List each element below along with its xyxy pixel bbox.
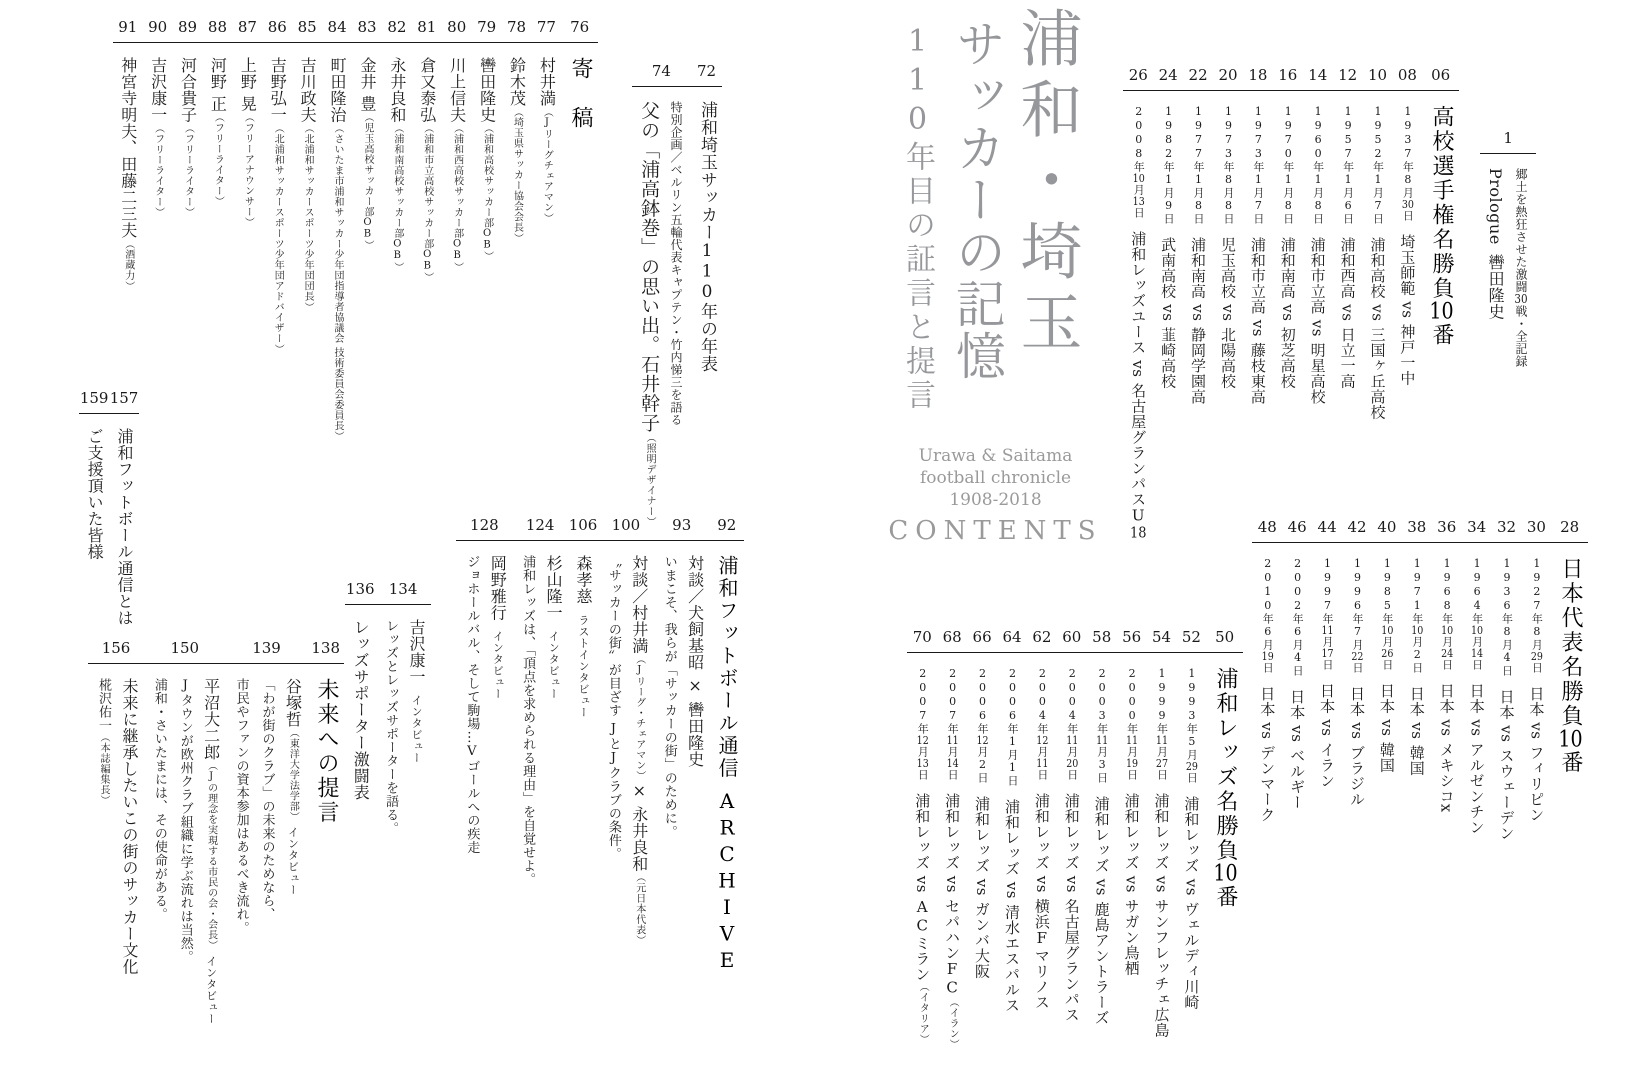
toc-entry	[1117, 626, 1147, 976]
entry-title: 対談／犬飼基昭 × 轡田隆史	[685, 555, 705, 768]
toc-entry	[442, 16, 472, 272]
entry-subtitle: 〝サッカーの街〟が目ざす JとJクラブの条件。	[605, 555, 621, 861]
toc-entry	[375, 578, 431, 835]
entry-title: 平沼大二郎（Jの理念を実現する市民の会・会長）	[201, 678, 221, 946]
match-teams: 日本 vs ブラジル	[1347, 686, 1366, 807]
match-teams: 浦和レッズ vs 鹿島アントラーズ	[1092, 796, 1111, 1026]
page-number: 150	[170, 639, 200, 657]
entry-title: 未来に継承したいこの街のサッカー文化	[119, 678, 139, 975]
match-date: 2004年11月20日	[1065, 667, 1079, 781]
toc-entry	[1243, 64, 1273, 404]
toc-entry	[1303, 64, 1333, 404]
page-number: 58	[1092, 628, 1112, 646]
contributor-name: 河野 正	[208, 57, 228, 113]
match-date: 1960年1月8日	[1311, 105, 1325, 225]
match-teams: 浦和市立高 vs 藤枝東高	[1248, 237, 1267, 405]
toc-entry	[1372, 516, 1402, 773]
entry-subtitle: 「わが街のクラブ」の未来のためなら、	[259, 678, 275, 921]
toc-entry	[1147, 626, 1177, 1038]
match-teams: 浦和高校 vs 三国ヶ丘高校	[1368, 237, 1387, 420]
section-special-feature	[632, 60, 722, 527]
entry-tag: インタビュー	[204, 955, 218, 1024]
page-number: 77	[536, 18, 556, 36]
match-teams: 日本 vs 韓国	[1407, 686, 1426, 776]
match-teams: 浦和レッズ vs セパハンFC（イラン）	[943, 793, 962, 1050]
toc-entry	[1282, 516, 1312, 810]
page-number: 24	[1158, 66, 1178, 84]
match-teams: 浦和市立高 vs 明星高校	[1308, 237, 1327, 405]
match-date: 1968年10月24日	[1440, 557, 1454, 671]
page-number: 16	[1278, 66, 1298, 84]
page-number: 86	[267, 18, 287, 36]
toc-entry	[512, 514, 568, 886]
toc-entry	[1183, 64, 1213, 404]
page-number: 68	[942, 628, 962, 646]
match-date: 2010年6月19日	[1261, 557, 1275, 674]
match-teams: 浦和レッズ vs 横浜Fマリノス	[1032, 793, 1051, 1010]
toc-entry	[1087, 626, 1117, 1025]
toc-entry	[88, 637, 144, 975]
prologue-author: 轡田隆史	[1486, 253, 1506, 320]
toc-entry	[1153, 64, 1183, 389]
match-date: 2008年10月13日	[1132, 105, 1146, 219]
entry-subtitle: 浦和・さいたまには、その使命がある。	[151, 678, 167, 921]
entry-title: 対談／村井満（Jリーグ・チェアマン）× 永井良和（元日本代表）	[629, 555, 649, 946]
section-title-entry	[1422, 64, 1459, 348]
entry-kicker: 特別企画／ベルリン五輪代表キャプテン・竹内悌三を語る	[668, 101, 683, 426]
entry-title: ご支援頂いた皆様	[85, 428, 105, 560]
page-number: 12	[1338, 66, 1358, 84]
page-number: 32	[1496, 518, 1517, 536]
page-number: 82	[387, 18, 407, 36]
toc-entry	[1521, 516, 1551, 822]
toc-entry	[1342, 516, 1372, 807]
section-title-entry	[561, 16, 598, 131]
page-number: 38	[1407, 518, 1427, 536]
entry-subtitle: いまこそ、我らが「サッカーの街」のために。	[661, 555, 677, 839]
page-number: 46	[1287, 518, 1307, 536]
match-teams: 日本 vs メキシコx	[1437, 683, 1456, 813]
book-title-line1: 浦和・埼玉	[1010, 6, 1083, 361]
page-number: 50	[1215, 628, 1235, 646]
toc-entry	[113, 16, 143, 291]
book-title-line2: サッカーの記憶	[948, 18, 1006, 382]
section-supporters	[345, 578, 431, 835]
contributor-affiliation: （ 北浦和サッカースポーツ少年団アドバイザー ）	[272, 123, 283, 354]
toc-entry	[143, 16, 173, 218]
page-number: 156	[101, 639, 131, 657]
entry-subtitle: レッズとレッズサポーターを語る。	[383, 619, 399, 835]
toc-entry	[654, 514, 710, 839]
contributor-name: 吉沢康一	[148, 57, 168, 123]
section-japan-best10	[1252, 516, 1588, 841]
contributor-name: 吉川政夫	[298, 57, 318, 123]
match-date: 2003年11月3日	[1095, 667, 1109, 784]
toc-entry	[1392, 64, 1422, 386]
match-teams: 日本 vs フィリピン	[1527, 686, 1546, 823]
toc-entry	[691, 60, 722, 373]
section-title: 未来への提言	[314, 678, 339, 825]
match-date: 1985年10月26日	[1380, 557, 1394, 671]
toc-entry	[1492, 516, 1522, 841]
match-date: 1971年10月2日	[1410, 557, 1424, 674]
entry-title: 岡野雅行	[488, 555, 508, 621]
contributor-name: 金井 豊	[357, 57, 377, 113]
english-subtitle-line3: 1908-2018	[949, 489, 1042, 510]
toc-entry	[262, 16, 292, 354]
section-title: 寄 稿	[568, 57, 593, 131]
page-number: 14	[1308, 66, 1328, 84]
contributor-name: 町田隆治	[328, 57, 348, 123]
match-teams: 浦和レッズ vs 名古屋グランパス	[1062, 793, 1081, 1023]
match-date: 1996年7月22日	[1350, 557, 1364, 674]
page-number: 128	[470, 516, 499, 534]
section-contributions	[113, 16, 598, 442]
toc-entry	[1213, 64, 1243, 389]
page-number: 89	[178, 18, 198, 36]
toc-entry	[292, 16, 322, 312]
page-number: 52	[1181, 628, 1201, 646]
match-teams: 日本 vs 韓国	[1377, 683, 1396, 773]
match-teams: 浦和南高 vs 初芝高校	[1278, 237, 1297, 389]
entry-title: 浦和フットボール通信とは	[115, 428, 134, 626]
match-date: 1957年1月6日	[1341, 105, 1355, 225]
toc-entry	[1363, 64, 1393, 420]
toc-entry	[598, 514, 654, 946]
toc-entry	[232, 16, 262, 228]
entry-title: 父の「浦高鉢巻」の思い出。石井幹子（照明デザイナー）	[638, 101, 661, 527]
toc-entry	[412, 16, 442, 283]
match-teams: 浦和レッズ vs サンフレッチェ広島	[1152, 793, 1171, 1038]
english-subtitle	[868, 446, 1123, 511]
page-number: 81	[417, 18, 437, 36]
match-teams: 日本 vs デンマーク	[1258, 686, 1277, 823]
toc-entry	[1312, 516, 1342, 788]
contributor-name: 永井良和	[387, 57, 407, 123]
page-number: 84	[327, 18, 347, 36]
entry-tag: インタビュー	[286, 826, 300, 896]
entry-title: 森孝慈	[573, 555, 593, 605]
page-number: 62	[1032, 628, 1052, 646]
contributor-affiliation: （ 北浦和サッカースポーツ少年団団長 ）	[302, 123, 313, 312]
prologue-tagline: 郷土を熱狂させた激闘30戦・全記録	[1514, 168, 1528, 368]
match-teams: 浦和レッズ vs ヴェルディ川崎	[1182, 796, 1201, 1010]
page-number: 83	[357, 18, 377, 36]
contributor-affiliation: （ 埼玉県サッカー協会会長 ）	[511, 107, 522, 244]
page-number: 26	[1128, 66, 1148, 84]
book-title-main2	[941, 18, 1013, 382]
page-number: 40	[1377, 518, 1397, 536]
section-about	[79, 387, 139, 626]
toc-entry	[1402, 516, 1432, 776]
match-teams: 武南高校 vs 韮崎高校	[1159, 237, 1178, 389]
match-date: 1982年1月9日	[1162, 105, 1176, 225]
toc-entry	[226, 637, 308, 935]
contributor-name: 轡田隆史	[477, 57, 497, 123]
page-number: 87	[237, 18, 257, 36]
entry-subtitle: Jタウンが欧州クラブ組織に学ぶ流れは当然。	[177, 678, 193, 964]
toc-entry	[1333, 64, 1363, 389]
toc-entry	[1432, 516, 1462, 813]
page-number: 28	[1560, 518, 1580, 536]
page-number: 22	[1188, 66, 1208, 84]
section-title-entry	[1206, 626, 1243, 910]
page-number: 106	[568, 516, 598, 534]
match-date: 1936年8月4日	[1500, 557, 1514, 677]
contributor-affiliation: （ Jリーグチェアマン ）	[541, 107, 552, 224]
page-number: 64	[1002, 628, 1022, 646]
match-date: 2002年6月4日	[1291, 557, 1305, 677]
toc-entry	[456, 514, 512, 854]
page-number: 18	[1248, 66, 1268, 84]
prologue-label: Prologue	[1486, 168, 1506, 245]
contributor-name: 河合貴子	[178, 57, 198, 123]
toc-entry	[997, 626, 1027, 1013]
section-title: 浦和フットボール通信 ARCHIVE	[715, 555, 739, 975]
page-number: 74	[651, 62, 671, 80]
contributor-name: 川上信夫	[447, 57, 467, 123]
contributor-name: 上野 晃	[238, 57, 258, 113]
page-number: 79	[477, 18, 497, 36]
match-teams: 日本 vs イラン	[1318, 683, 1337, 789]
page-number: 88	[207, 18, 227, 36]
toc-entry	[109, 387, 139, 626]
entry-body	[1480, 153, 1536, 368]
page-number: 54	[1151, 628, 1172, 646]
page-number: 06	[1431, 66, 1451, 84]
section-title: 日本代表名勝負10番	[1558, 557, 1583, 775]
contributor-affiliation: （ さいたま市浦和サッカー少年団指導者協議会 技術委員会委員長 ）	[332, 123, 343, 442]
match-teams: 浦和レッズ vs 清水エスパルス	[1002, 799, 1021, 1013]
section-reds-best10	[907, 626, 1243, 1050]
match-date: 2007年11月14日	[946, 667, 960, 781]
toc-entry	[907, 626, 937, 1045]
toc-entry	[531, 16, 561, 223]
toc-entry	[502, 16, 532, 243]
page-number: 136	[345, 580, 375, 598]
entry-subtitle: 市民やファンの資本参加はあるべき流れ。	[233, 678, 249, 935]
page-number: 85	[297, 18, 317, 36]
match-date: 2007年12月13日	[916, 667, 930, 781]
match-date: 1997年11月17日	[1321, 557, 1335, 671]
entry-tag: インタビュー	[547, 630, 561, 700]
entry-title: 吉沢康一	[407, 619, 426, 685]
page-number: 78	[506, 18, 527, 36]
toc-entry-prologue	[1480, 127, 1536, 368]
section-title: 高校選手権名勝負10番	[1429, 105, 1454, 348]
toc-entry	[1027, 626, 1057, 1010]
match-teams: 浦和南高 vs 静岡学園高	[1189, 237, 1208, 405]
toc-entry	[1176, 626, 1206, 1010]
contributor-affiliation: （ 浦和高校サッカー部OB ）	[482, 123, 493, 262]
page-number: 44	[1317, 518, 1337, 536]
toc-entry	[1057, 626, 1087, 1022]
page-number: 90	[148, 18, 168, 36]
contributor-name: 神宮寺明夫、田藤二三夫	[118, 57, 138, 239]
section-high-school-best10	[1123, 64, 1459, 540]
page-number: 42	[1347, 518, 1367, 536]
contributor-affiliation: （ フリーライター ）	[212, 112, 223, 207]
entry-author: 椛沢佑一（本誌編集長）	[96, 678, 112, 806]
toc-entry	[352, 16, 382, 251]
match-date: 2006年12月2日	[976, 667, 990, 784]
match-date: 1937年8月30日	[1401, 105, 1415, 222]
section-title-entry	[307, 637, 344, 825]
contributor-affiliation: （ 浦和市立高校サッカー部OB ）	[422, 123, 433, 283]
page-number: 56	[1122, 628, 1142, 646]
page-number: 93	[672, 516, 692, 534]
contributor-affiliation: （ フリーライター ）	[183, 123, 194, 218]
match-teams: 浦和レッズ vs サガン鳥栖	[1122, 793, 1141, 976]
page-number: 92	[717, 516, 737, 534]
match-date: 1973年8月8日	[1221, 105, 1235, 225]
page-number: 30	[1526, 518, 1546, 536]
contributor-name: 鈴木茂	[507, 57, 527, 107]
page-number: 134	[388, 580, 418, 598]
match-date: 1927年8月29日	[1530, 557, 1544, 674]
match-teams: 浦和レッズ vs ガンバ大阪	[973, 796, 992, 979]
match-teams: 日本 vs スウェーデン	[1497, 689, 1516, 841]
toc-entry	[1123, 64, 1153, 540]
page-number: 36	[1437, 518, 1457, 536]
entry-tag: ラストインタビュー	[576, 614, 590, 718]
english-subtitle-line1: Urawa & Saitama	[918, 446, 1073, 466]
contributor-affiliation: （ 児玉高校サッカー部OB ）	[362, 112, 373, 251]
toc-entry	[1462, 516, 1492, 835]
match-date: 1952年1月7日	[1371, 105, 1385, 225]
match-teams: 児玉高校 vs 北陽高校	[1218, 237, 1237, 389]
section-prologue	[1480, 127, 1536, 368]
page-number: 72	[696, 62, 717, 80]
match-date: 1993年5月29日	[1185, 667, 1199, 784]
page-number: 100	[611, 516, 641, 534]
page-number: 20	[1218, 66, 1238, 84]
book-subtitle-text: 110年目の証言と提言	[900, 24, 935, 413]
entry-title: 浦和埼玉サッカー110年の年表	[697, 101, 717, 373]
entry-subtitle: ジョホールバル、そして駒場…Vゴールへの疾走	[464, 555, 480, 854]
section-title: 浦和レッズ名勝負10番	[1213, 667, 1238, 910]
contributor-name: 村井満	[537, 57, 557, 107]
contributor-affiliation: （ 浦和南高校サッカー部OB ）	[392, 123, 403, 272]
match-date: 1973年1月7日	[1251, 105, 1265, 225]
book-title-main	[1002, 6, 1091, 361]
page-number: 157	[109, 389, 139, 407]
section-future-proposals	[88, 637, 344, 1024]
page-number: 159	[79, 389, 109, 407]
toc-entry	[345, 578, 375, 801]
page-number: 34	[1467, 518, 1487, 536]
page-number: 80	[447, 18, 467, 36]
contents-heading: CONTENTS	[888, 516, 1103, 546]
page-number: 48	[1257, 518, 1277, 536]
toc-entry	[568, 514, 598, 718]
contributor-name: 吉野弘一	[268, 57, 288, 123]
entry-title: 杉山隆一	[544, 555, 564, 621]
page-number: 70	[912, 628, 932, 646]
toc-entry	[173, 16, 203, 218]
toc-entry	[382, 16, 412, 272]
entry-title: レッズサポーター激闘表	[351, 619, 371, 801]
contributor-affiliation: （ 酒蔵力 ）	[123, 239, 134, 292]
entry-tag: インタビュー	[491, 630, 505, 700]
page-number: 1	[1503, 129, 1513, 147]
section-title-entry	[1551, 516, 1588, 775]
page-number: 10	[1367, 66, 1388, 84]
page-number: 76	[570, 18, 590, 36]
contributor-name: 倉又泰弘	[417, 57, 437, 123]
contributor-affiliation: （ フリーライター ）	[153, 123, 164, 218]
match-date: 2006年1月1日	[1005, 667, 1019, 787]
toc-entry	[144, 637, 226, 1024]
toc-entry	[322, 16, 352, 442]
match-teams: 浦和レッズユース vs 名古屋グランパスU18	[1129, 231, 1148, 541]
page-number: 60	[1062, 628, 1082, 646]
page-number: 138	[311, 639, 340, 657]
entry-title: 谷塚哲（東洋大学法学部）	[283, 678, 303, 817]
toc-entry	[203, 16, 233, 207]
page-number: 08	[1397, 66, 1417, 84]
toc-entry	[79, 387, 109, 560]
match-date: 1977年1月8日	[1192, 105, 1206, 225]
match-teams: 埼玉師範 vs 神戸一中	[1398, 234, 1417, 386]
book-subtitle	[895, 24, 939, 413]
match-teams: 浦和レッズ vs ACミラン（イタリア）	[913, 793, 932, 1045]
match-date: 2004年12月11日	[1035, 667, 1049, 781]
match-date: 1999年11月27日	[1155, 667, 1169, 781]
toc-entry	[1252, 516, 1282, 822]
contributor-affiliation: （ 浦和西高校サッカー部OB ）	[452, 123, 463, 272]
page-number: 139	[252, 639, 281, 657]
toc-entry	[967, 626, 997, 979]
match-teams: 浦和西高 vs 日立一高	[1338, 237, 1357, 389]
toc-entry	[632, 60, 691, 527]
section-archive	[456, 514, 744, 974]
english-subtitle-line2: football chronicle	[919, 467, 1072, 488]
contributor-affiliation: （ フリーアナウンサー ）	[242, 112, 253, 228]
match-teams: 日本 vs ベルギー	[1288, 689, 1307, 810]
entry-subtitle: 浦和レッズは、「頂点を求められる理由」を自覚せよ。	[520, 555, 536, 886]
page-number: 66	[972, 628, 992, 646]
entry-tag: インタビュー	[410, 694, 423, 764]
match-date: 1964年10月14日	[1470, 557, 1484, 671]
match-date: 1970年1月8日	[1281, 105, 1295, 225]
toc-entry	[472, 16, 502, 262]
match-date: 2000年11月19日	[1125, 667, 1139, 781]
toc-entry	[1273, 64, 1303, 389]
page-number: 91	[118, 18, 138, 36]
toc-entry	[937, 626, 967, 1050]
section-title-entry	[710, 514, 744, 974]
page-number: 124	[525, 516, 555, 534]
match-teams: 日本 vs アルゼンチン	[1467, 683, 1486, 835]
